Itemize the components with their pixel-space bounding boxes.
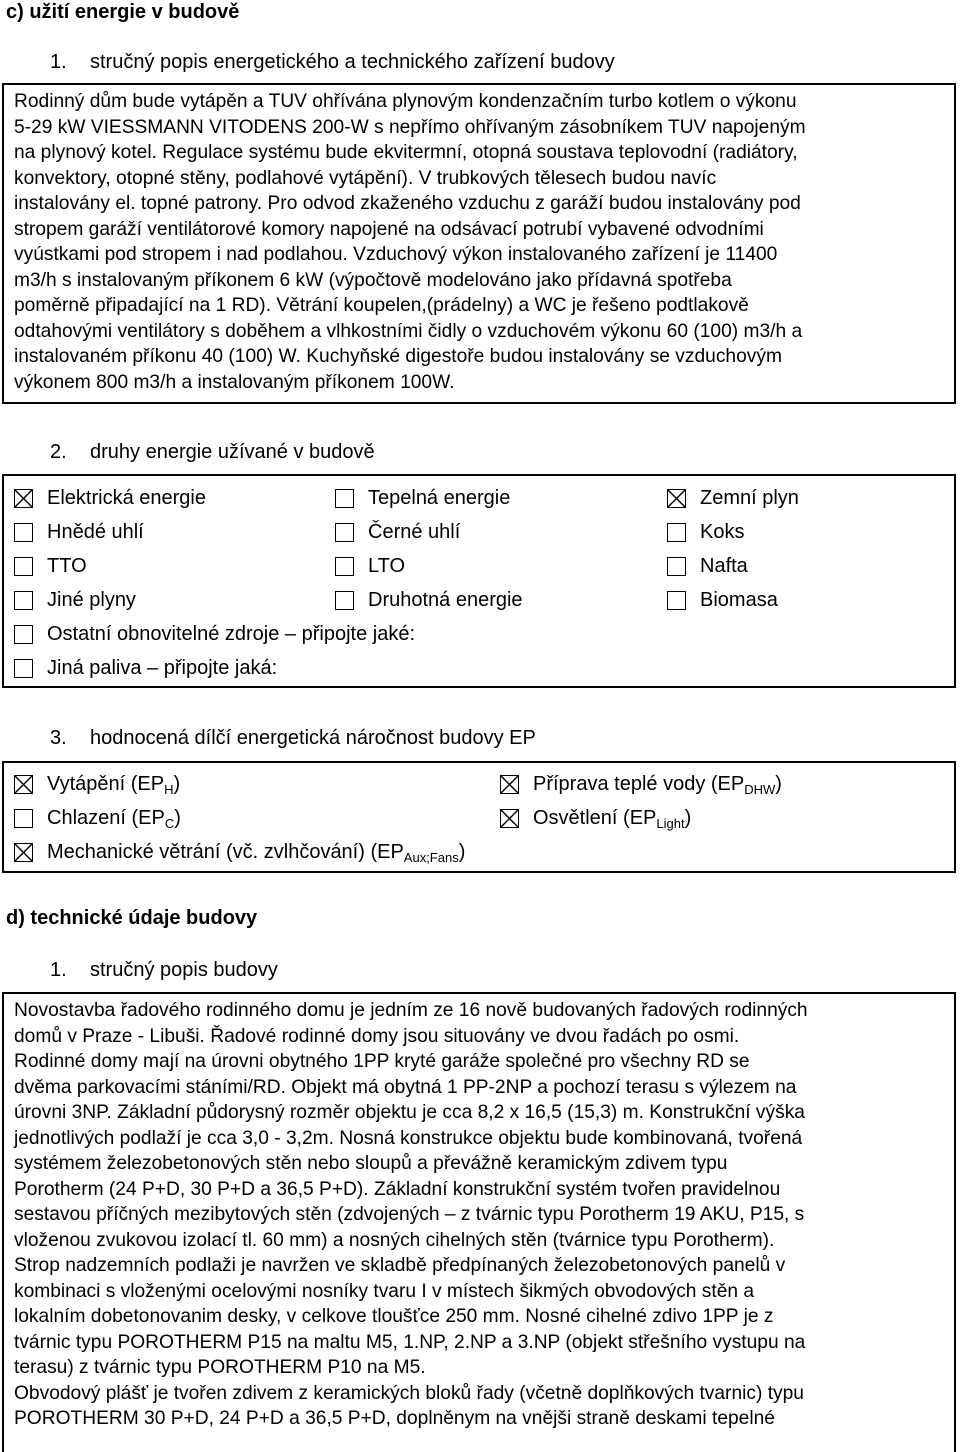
- energy-type-option[interactable]: [667, 552, 748, 580]
- option-label: [47, 841, 465, 864]
- option-label: LTO: [368, 554, 406, 577]
- text-line: lokalním dobetonovanim desky, v celkove tloušťce 250 mm. Nosné cihelné zdivo 1PP je z: [14, 1306, 774, 1327]
- option-label-subscript: H: [164, 781, 174, 797]
- option-label: Jiná paliva – připojte jaká:: [47, 656, 278, 679]
- option-label-subscript: Aux;Fans: [403, 849, 459, 865]
- checkbox[interactable]: [335, 489, 354, 508]
- option-label-suffix: ): [174, 806, 181, 829]
- section-c-item1-heading: [50, 50, 615, 74]
- section-c-item2-heading: [50, 440, 375, 464]
- option-label-suffix: ): [684, 806, 692, 829]
- text-line: Rodinné domy mají na úrovni obytného 1PP kryté garáže společné pro všechny RD se: [14, 1051, 750, 1072]
- checkbox-checked[interactable]: [14, 489, 33, 508]
- section-d-item1-heading: [50, 958, 278, 982]
- option-label-suffix: ): [173, 772, 181, 795]
- text-line: sestavou příčných mezibytových stěn (zdvojených – z tvárnic typu Porotherm 19 AKU, P15, s: [14, 1204, 805, 1225]
- ep-option[interactable]: [500, 770, 782, 798]
- option-label: Nafta: [700, 554, 748, 577]
- checkbox[interactable]: [14, 659, 33, 678]
- option-label-text: Příprava teplé vody (EP: [533, 772, 745, 795]
- text-line: Strop nadzemních podlaži je navržen ve skladbě předpínaných železobetonových panelů v: [14, 1255, 786, 1276]
- text-line: vyústkami pod stropem i nad podlahou. Vzduchový výkon instalovaného zařízení je 11400: [14, 244, 778, 265]
- option-label: [533, 773, 782, 796]
- checkbox[interactable]: [14, 591, 33, 610]
- option-label: Tepelná energie: [368, 486, 511, 509]
- checkbox[interactable]: [667, 591, 686, 610]
- cross-mark-icon: [667, 489, 686, 508]
- option-label: Černé uhlí: [368, 520, 461, 543]
- option-label: Zemní plyn: [700, 486, 799, 509]
- checkbox[interactable]: [14, 625, 33, 644]
- checkbox[interactable]: [14, 557, 33, 576]
- text-line: instalovány el. topné patrony. Pro odvod zkaženého vzduchu z garáží budou instalovány pod: [14, 193, 801, 214]
- text-line: na plynový kotel. Regulace systému bude ekvitermní, otopná soustava teplovodní (radiátory,: [14, 142, 798, 163]
- text-line: 5-29 kW VIESSMANN VITODENS 200-W s nepřímo ohřívaným zásobníkem TUV napojeným: [14, 116, 806, 138]
- section-c-item3-heading: [50, 726, 536, 750]
- option-label-text: Chlazení (EP: [47, 806, 165, 829]
- text-line: POROTHERM 30 P+D, 24 P+D a 36,5 P+D, doplněnym na vnějši straně deskami tepelné: [14, 1408, 775, 1429]
- option-label-text: Mechanické větrání (vč. zvlhčování) (EP: [47, 840, 404, 863]
- text-line: vloženou zvukovou izolací tl. 60 mm) a nosných cihelných stěn (tvárnice typu Porotherm).: [14, 1229, 775, 1251]
- ep-option[interactable]: [14, 838, 465, 866]
- checkbox[interactable]: [335, 591, 354, 610]
- item-label: stručný popis energetického a technického zařízení budovy: [90, 51, 615, 73]
- option-label-text: Vytápění (EP: [47, 772, 165, 795]
- ep-option[interactable]: [500, 804, 691, 832]
- text-line: stropem garáží ventilátorové komory napojené na odsávací potrubí vybavené odvodními: [14, 218, 764, 240]
- checkbox[interactable]: [14, 523, 33, 542]
- item-label: hodnocená dílčí energetická náročnost budovy EP: [90, 727, 536, 749]
- item-number: 1.: [50, 51, 67, 73]
- option-label-suffix: ): [458, 840, 466, 863]
- checkbox[interactable]: [335, 523, 354, 542]
- cross-mark-icon: [14, 775, 33, 794]
- checkbox-checked[interactable]: [667, 489, 686, 508]
- text-line: systémem železobetonových stěn nebo sloupů a převážně keramickým zdivem typu: [14, 1153, 728, 1174]
- checkbox-checked[interactable]: [500, 809, 519, 828]
- text-line: odtahovými ventilátory s doběhem a vlhkostními čidly o vzduchovém výkonu 60 (100) m3/h a: [14, 320, 803, 342]
- cross-mark-icon: [500, 809, 519, 828]
- checkbox[interactable]: [667, 523, 686, 542]
- option-label: Hnědé uhlí: [47, 520, 144, 543]
- text-line: dvěma parkovacími stáními/RD. Objekt má obytná 1 PP-2NP a pochozí terasu s výlezem na: [14, 1076, 797, 1098]
- text-line: m3/h s instalovaným příkonem 6 kW (výpočtově modelováno jako přídavná spotřeba: [14, 269, 732, 291]
- option-label-subscript: DHW: [744, 781, 776, 797]
- ep-option[interactable]: [14, 804, 181, 832]
- energy-type-option[interactable]: [14, 654, 277, 682]
- option-label: Druhotná energie: [368, 588, 523, 611]
- option-label: Ostatní obnovitelné zdroje – připojte jaké:: [47, 622, 415, 645]
- energy-type-option[interactable]: [14, 552, 87, 580]
- option-label: Elektrická energie: [47, 486, 206, 509]
- section-c-title: c) užití energie v budově: [6, 1, 240, 23]
- text-line: poměrně připadající na 1 RD). Větrání koupelen,(prádelny) a WC je řešeno podtlakově: [14, 295, 749, 316]
- energy-type-option[interactable]: [14, 518, 144, 546]
- ep-option[interactable]: [14, 770, 180, 798]
- cross-mark-icon: [500, 775, 519, 794]
- cross-mark-icon: [14, 489, 33, 508]
- text-line: terasu) z tvárnic typu POROTHERM P10 na M5.: [14, 1357, 426, 1378]
- text-line: domů v Praze - Libuši. Řadové rodinné domy jsou situovány ve dvou řadách po osmi.: [14, 1025, 740, 1047]
- item-label: stručný popis budovy: [90, 959, 278, 981]
- item-number: 3.: [50, 727, 67, 749]
- checkbox-checked[interactable]: [500, 775, 519, 794]
- energy-type-option[interactable]: [335, 518, 460, 546]
- item-number: 2.: [50, 441, 67, 463]
- energy-type-option[interactable]: [335, 552, 405, 580]
- text-line: jednotlivých podlaží je cca 3,0 - 3,2m. Nosná konstrukce objektu bude kombinovaná, tvořená: [14, 1127, 803, 1149]
- checkbox-checked[interactable]: [14, 775, 33, 794]
- checkbox-checked[interactable]: [14, 843, 33, 862]
- option-label: [533, 807, 691, 830]
- text-line: konvektory, otopné stěny, podlahové vytápění). V trubkových tělesech budou navíc: [14, 167, 717, 189]
- checkbox[interactable]: [667, 557, 686, 576]
- text-line: Porotherm (24 P+D, 30 P+D a 36,5 P+D). Základní konstrukční systém tvořen pravidelnou: [14, 1178, 781, 1200]
- option-label: Biomasa: [700, 588, 778, 611]
- text-line: výkonem 800 m3/h a instalovaným příkonem 100W.: [14, 371, 455, 393]
- option-label-subscript: Light: [656, 815, 685, 831]
- energy-type-option[interactable]: [335, 484, 510, 512]
- energy-type-option[interactable]: [667, 518, 744, 546]
- energy-type-option[interactable]: [14, 586, 136, 614]
- energy-type-option[interactable]: [335, 586, 523, 614]
- checkbox[interactable]: [14, 809, 33, 828]
- text-line: instalovaném příkonu 40 (100) W. Kuchyňské digestoře budou instalovány se vzduchovým: [14, 346, 782, 367]
- option-label-suffix: ): [775, 772, 782, 795]
- checkbox[interactable]: [335, 557, 354, 576]
- text-line: Novostavba řadového rodinného domu je jedním ze 16 nově budovaných řadových rodinných: [14, 1000, 808, 1021]
- option-label: Koks: [700, 520, 745, 543]
- option-label-text: Osvětlení (EP: [533, 806, 657, 829]
- item-number: 1.: [50, 959, 67, 981]
- option-label: TTO: [47, 554, 87, 577]
- item-label: druhy energie užívané v budově: [90, 441, 375, 463]
- option-label: Jiné plyny: [47, 588, 136, 611]
- energy-type-option[interactable]: [667, 484, 799, 512]
- option-label: [47, 807, 181, 830]
- energy-description-text: [14, 89, 950, 395]
- text-line: Rodinný dům bude vytápěn a TUV ohřívána plynovým kondenzačním turbo kotlem o výkonu: [14, 91, 797, 112]
- energy-type-option[interactable]: [667, 586, 778, 614]
- option-label-subscript: C: [164, 815, 175, 831]
- energy-type-option[interactable]: [14, 484, 206, 512]
- cross-mark-icon: [14, 843, 33, 862]
- building-description-text: [14, 998, 950, 1432]
- text-line: kombinaci s vloženými ocelovými nosníky tvaru I v místech šikmých obvodových stěn a: [14, 1280, 755, 1302]
- text-line: úrovni 3NP. Základní půdorysný rozměr objektu je cca 8,2 x 16,5 (15,3) m. Konstrukční výška: [14, 1102, 805, 1123]
- text-line: tvárnic typu POROTHERM P15 na maltu M5, 1.NP, 2.NP a 3.NP (objekt střešního vystupu na: [14, 1331, 806, 1353]
- energy-type-option[interactable]: [14, 620, 415, 648]
- option-label: [47, 773, 180, 796]
- section-d-title: d) technické údaje budovy: [6, 907, 258, 929]
- text-line: Obvodový plášť je tvořen zdivem z keramických bloků řady (včetně doplňkových tvarnic) typu: [14, 1382, 804, 1404]
